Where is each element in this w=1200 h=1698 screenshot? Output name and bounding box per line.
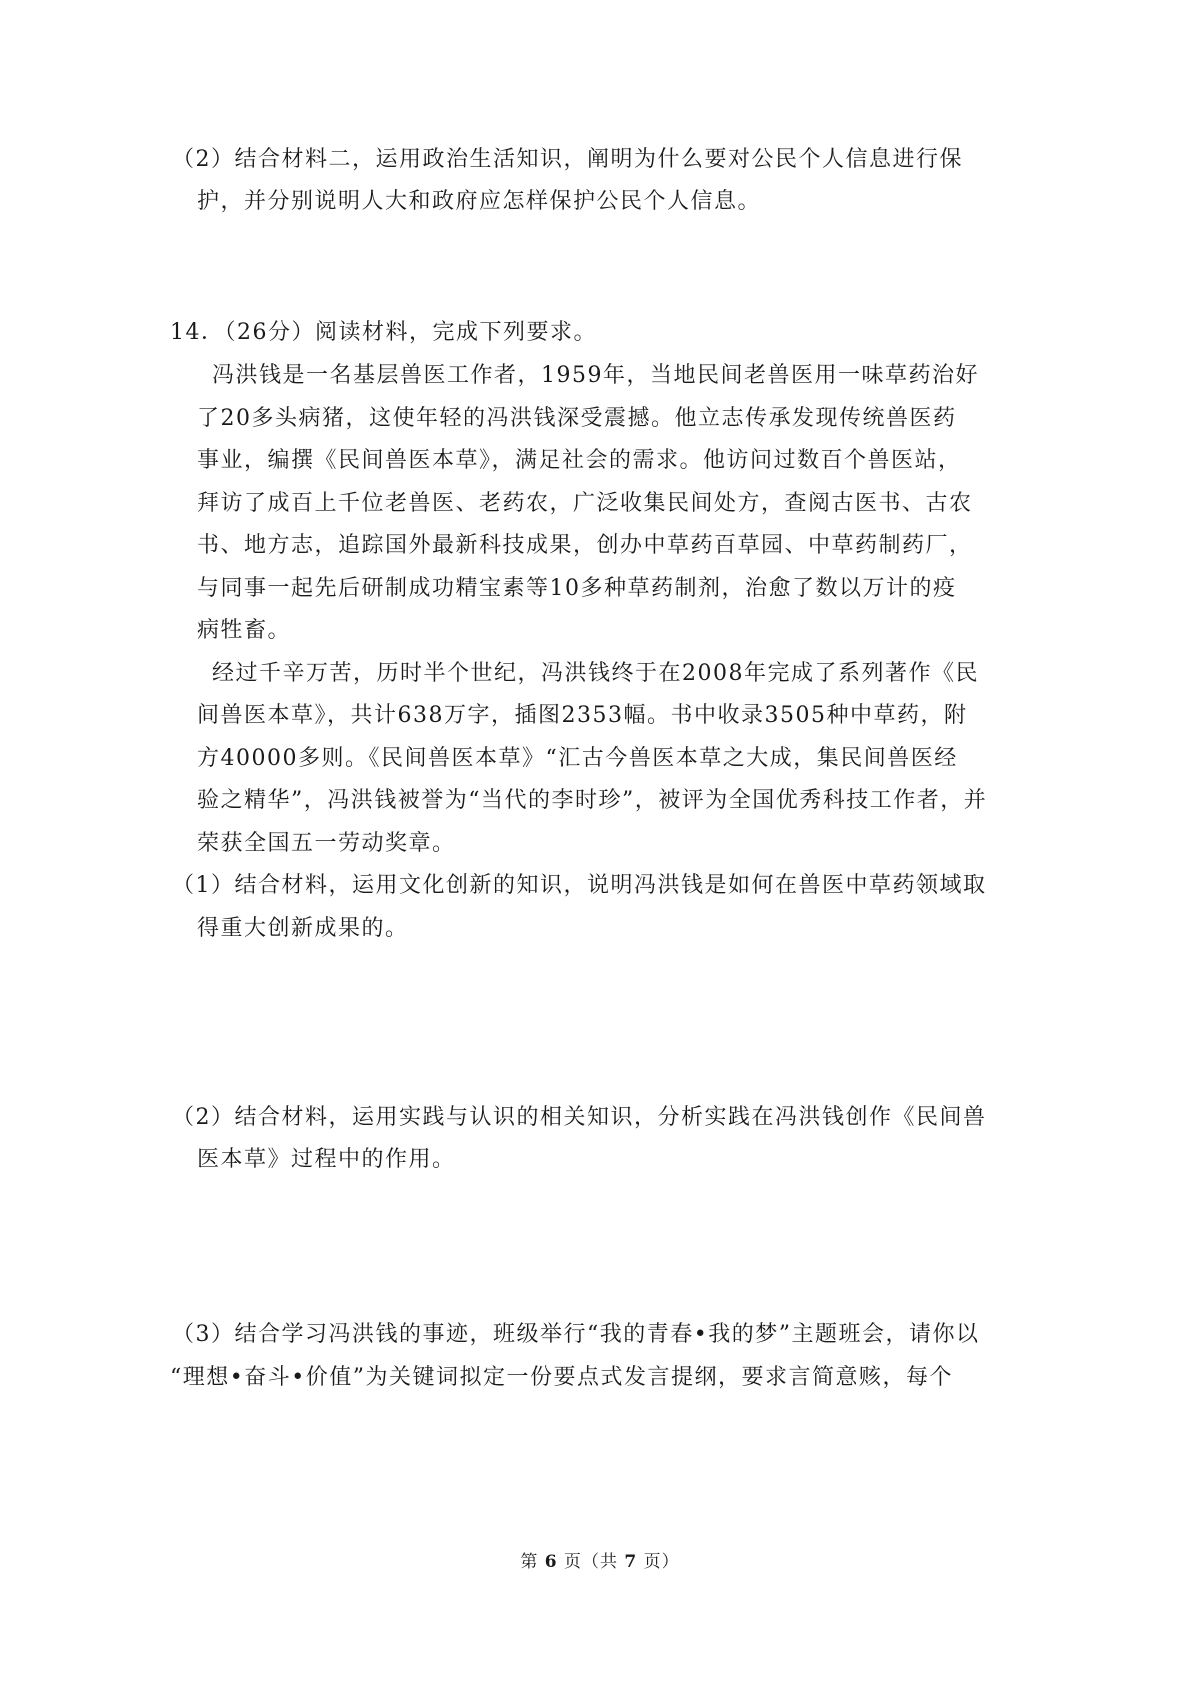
q14-material-line: 书、地方志，追踪国外最新科技成果，创办中草药百草园、中草药制药厂，	[197, 533, 973, 558]
q14-material-line: 拜访了成百上千位老兽医、老药农，广泛收集民间处方，查阅古医书、古农	[197, 491, 973, 516]
q14-part1-line-1: （1）结合材料，运用文化创新的知识，说明冯洪钱是如何在兽医中草药领域取	[172, 873, 987, 898]
footer-suffix: 页）	[637, 1552, 680, 1572]
q14-material-line: 验之精华”，冯洪钱被誉为“当代的李时珍”，被评为全国优秀科技工作者，并	[197, 788, 988, 813]
q14-part3-line-1: （3）结合学习冯洪钱的事迹，班级举行“我的青春•我的梦”主题班会，请你以	[172, 1322, 980, 1347]
q14-material-line: 经过千辛万苦，历时半个世纪，冯洪钱终于在2008年完成了系列著作《民	[212, 661, 979, 686]
q13-part2-line-1: （2）结合材料二，运用政治生活知识，阐明为什么要对公民个人信息进行保	[172, 147, 963, 172]
q14-material-line: 方40000多则。《民间兽医本草》“汇古今兽医本草之大成，集民间兽医经	[197, 746, 958, 771]
footer-prefix: 第	[520, 1552, 545, 1572]
q14-part2-line-2: 医本草》过程中的作用。	[197, 1147, 456, 1172]
page-footer	[0, 1550, 1200, 1574]
footer-middle: 页（共	[557, 1552, 625, 1572]
q14-part2-line-1: （2）结合材料，运用实践与认识的相关知识，分析实践在冯洪钱创作《民间兽	[172, 1105, 987, 1130]
q14-material-line: 病牲畜。	[197, 618, 292, 643]
q14-material-line: 了20多头病猪，这使年轻的冯洪钱深受震撼。他立志传承发现传统兽医药	[197, 406, 957, 431]
current-page-number: 6	[544, 1552, 558, 1572]
q14-part1-line-2: 得重大创新成果的。	[197, 916, 409, 941]
q14-material-line: 冯洪钱是一名基层兽医工作者，1959年，当地民间老兽医用一味草药治好	[212, 363, 979, 388]
q14-material-line: 事业，编撰《民间兽医本草》，满足社会的需求。他访问过数百个兽医站，	[197, 448, 962, 473]
q14-material-line: 间兽医本草》，共计638万字，插图2353幅。书中收录3505种中草药，附	[197, 703, 968, 728]
q14-part3-line-2: “理想•奋斗•价值”为关键词拟定一份要点式发言提纲，要求言简意赅，每个	[170, 1365, 953, 1390]
q14-material-line: 荣获全国五一劳动奖章。	[197, 831, 456, 856]
q14-material-line: 与同事一起先后研制成功精宝素等10多种草药制剂，治愈了数以万计的疫	[197, 576, 957, 601]
total-pages-number: 7	[624, 1552, 638, 1572]
q13-part2-line-2: 护，并分别说明人大和政府应怎样保护公民个人信息。	[197, 189, 762, 214]
q14-header: 14．（26分）阅读材料，完成下列要求。	[170, 320, 597, 345]
